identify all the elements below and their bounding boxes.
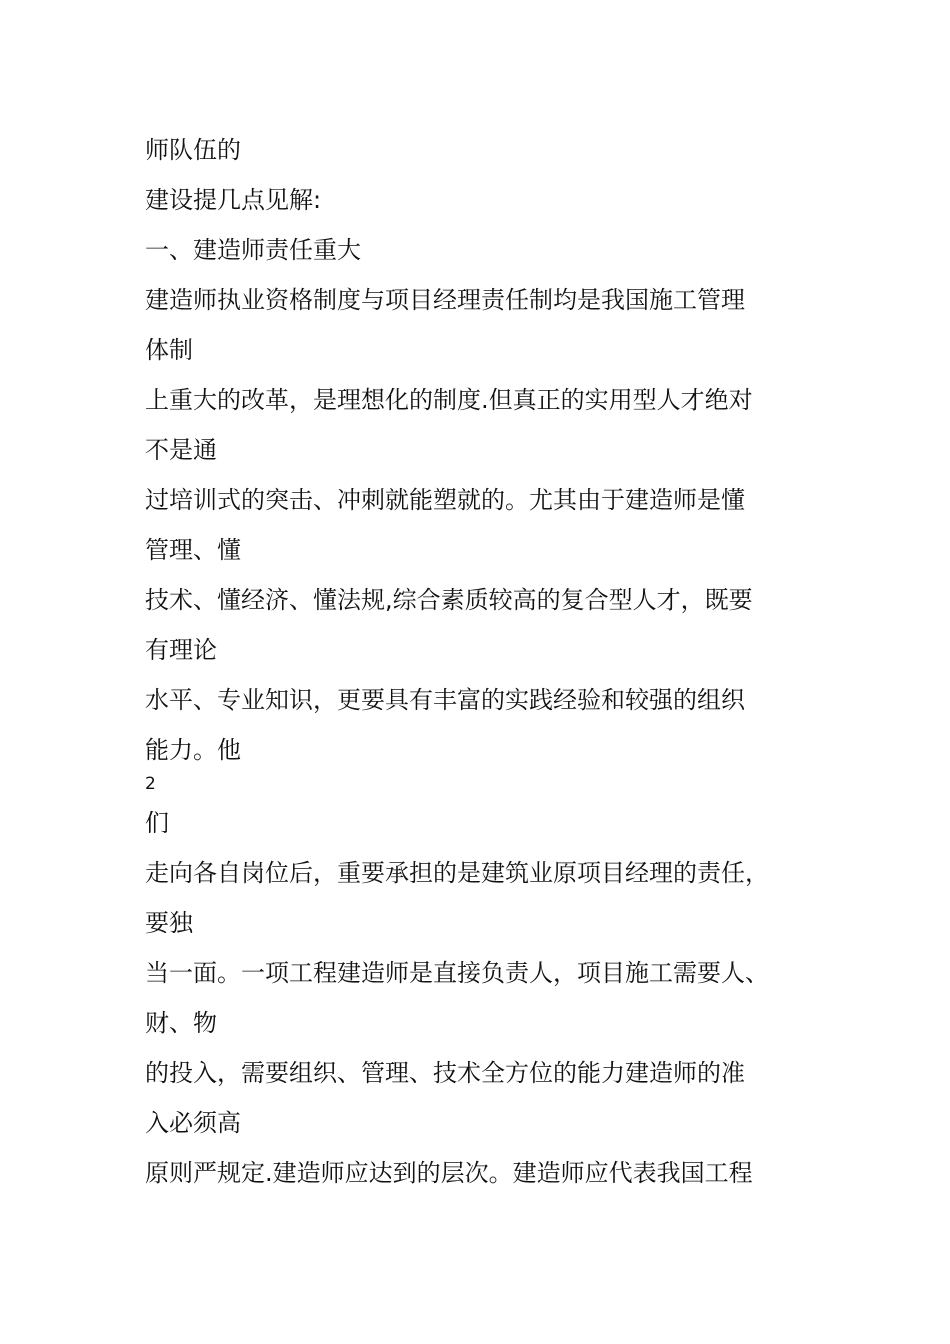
text-line: 能力。他 [145,736,241,764]
text-line: 师队伍的 [145,136,241,164]
text-line: 上重大的改革，是理想化的制度.但真正的实用型人才绝对 [145,386,753,414]
text-line: 管理、懂 [145,536,241,564]
text-line: 财、物 [145,1009,217,1037]
text-line: 建造师执业资格制度与项目经理责任制均是我国施工管理 [145,286,745,314]
text-line: 的投入，需要组织、管理、技术全方位的能力建造师的准 [145,1059,745,1087]
page-number: 2 [145,774,156,794]
text-line: 有理论 [145,636,217,664]
text-line: 建设提几点见解: [145,186,322,214]
text-line: 过培训式的突击、冲刺就能塑就的。尤其由于建造师是懂 [145,486,745,514]
text-line: 体制 [145,336,193,364]
text-line: 水平、专业知识，更要具有丰富的实践经验和较强的组织 [145,686,745,714]
text-line: 要独 [145,909,193,937]
text-line: 走向各自岗位后，重要承担的是建筑业原项目经理的责任， [145,859,769,887]
section-heading: 一、建造师责任重大 [145,236,361,264]
text-line: 当一面。一项工程建造师是直接负责人，项目施工需要人、 [145,959,769,987]
text-line: 入必须高 [145,1109,241,1137]
text-line: 原则严规定.建造师应达到的层次。建造师应代表我国工程 [145,1159,753,1187]
text-line: 技术、懂经济、懂法规,综合素质较高的复合型人才，既要 [145,586,753,614]
text-line: 们 [145,809,169,837]
text-line: 不是通 [145,436,217,464]
